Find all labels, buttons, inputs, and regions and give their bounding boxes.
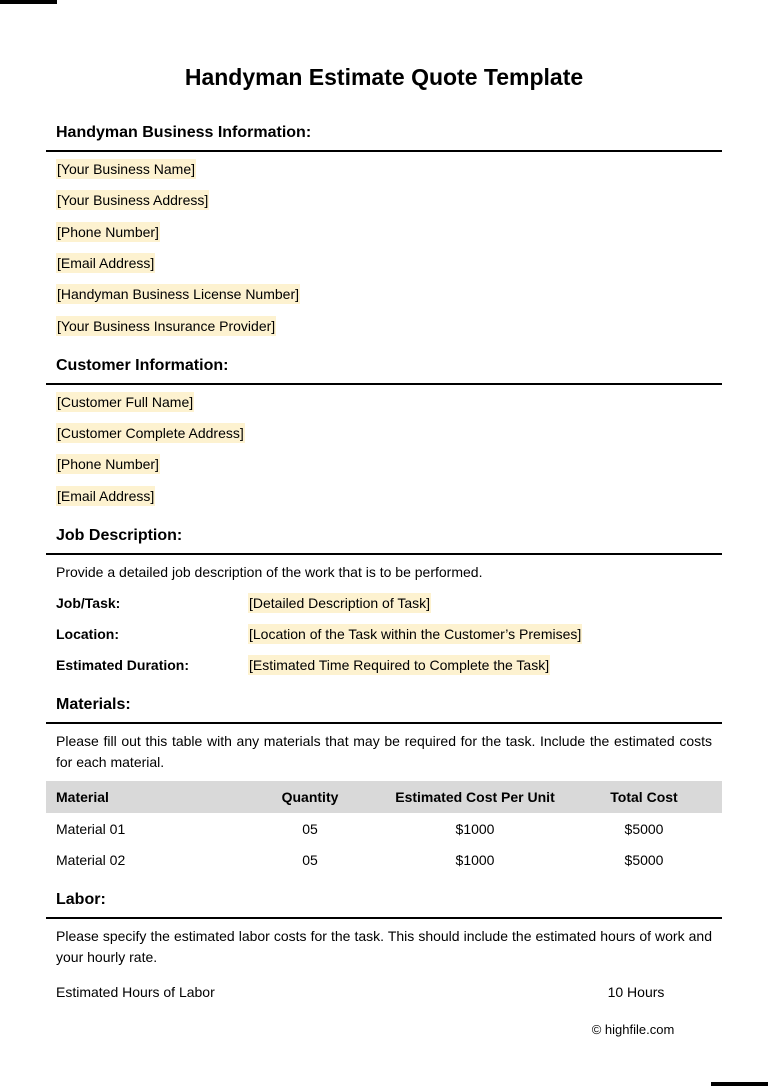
estimated-hours-label: Estimated Hours of Labor bbox=[56, 984, 215, 1000]
business-email-field[interactable]: [Email Address] bbox=[57, 255, 155, 271]
business-info-heading: Handyman Business Information: bbox=[56, 124, 312, 141]
location-label: Location: bbox=[56, 626, 119, 642]
material-name-cell[interactable]: Material 02 bbox=[56, 852, 126, 868]
customer-email-field[interactable]: [Email Address] bbox=[57, 488, 155, 504]
customer-name-field[interactable]: [Customer Full Name] bbox=[57, 394, 194, 410]
materials-intro: Please fill out this table with any materials that may be required for the task. Include the estimated costs for each material. bbox=[56, 733, 712, 770]
corner-mark-top bbox=[0, 0, 57, 4]
material-name-cell[interactable]: Material 01 bbox=[56, 821, 126, 837]
materials-heading: Materials: bbox=[56, 696, 131, 713]
material-quantity-cell[interactable]: 05 bbox=[302, 821, 318, 837]
labor-intro: Please specify the estimated labor costs for the task. This should include the estimated hours of work and your hourly rate. bbox=[56, 928, 712, 965]
column-header-material: Material bbox=[56, 789, 109, 805]
estimated-duration-field[interactable]: [Estimated Time Required to Complete the Task] bbox=[249, 657, 550, 673]
page-title: Handyman Estimate Quote Template bbox=[184, 64, 584, 90]
business-insurance-field[interactable]: [Your Business Insurance Provider] bbox=[57, 318, 276, 334]
business-phone-field[interactable]: [Phone Number] bbox=[57, 224, 159, 240]
job-description-intro: Provide a detailed job description of the work that is to be performed. bbox=[56, 564, 483, 580]
estimated-duration-label: Estimated Duration: bbox=[56, 657, 190, 673]
business-address-field[interactable]: [Your Business Address] bbox=[57, 192, 209, 208]
material-quantity-cell[interactable]: 05 bbox=[302, 852, 318, 868]
location-field[interactable]: [Location of the Task within the Customer’s Premises] bbox=[249, 626, 582, 642]
business-name-field[interactable]: [Your Business Name] bbox=[57, 161, 195, 177]
section-divider bbox=[46, 553, 722, 555]
section-divider bbox=[46, 722, 722, 724]
copyright-footer: © highfile.com bbox=[591, 1022, 675, 1037]
section-divider bbox=[46, 917, 722, 919]
material-total-cost-cell[interactable]: $5000 bbox=[624, 852, 664, 868]
customer-address-field[interactable]: [Customer Complete Address] bbox=[57, 425, 244, 441]
column-header-cost-per-unit: Estimated Cost Per Unit bbox=[395, 789, 555, 805]
material-unit-cost-cell[interactable]: $1000 bbox=[455, 821, 495, 837]
material-total-cost-cell[interactable]: $5000 bbox=[624, 821, 664, 837]
material-unit-cost-cell[interactable]: $1000 bbox=[455, 852, 495, 868]
section-divider bbox=[46, 150, 722, 152]
section-divider bbox=[46, 383, 722, 385]
corner-mark-bottom bbox=[711, 1082, 768, 1086]
labor-heading: Labor: bbox=[56, 891, 106, 908]
business-license-field[interactable]: [Handyman Business License Number] bbox=[57, 286, 300, 302]
column-header-quantity: Quantity bbox=[281, 789, 339, 805]
job-task-label: Job/Task: bbox=[56, 595, 121, 611]
estimated-hours-value[interactable]: 10 Hours bbox=[607, 984, 665, 1000]
job-task-field[interactable]: [Detailed Description of Task] bbox=[249, 595, 431, 611]
job-description-heading: Job Description: bbox=[56, 527, 183, 544]
customer-phone-field[interactable]: [Phone Number] bbox=[57, 456, 159, 472]
column-header-total-cost: Total Cost bbox=[610, 789, 678, 805]
customer-info-heading: Customer Information: bbox=[56, 357, 229, 374]
